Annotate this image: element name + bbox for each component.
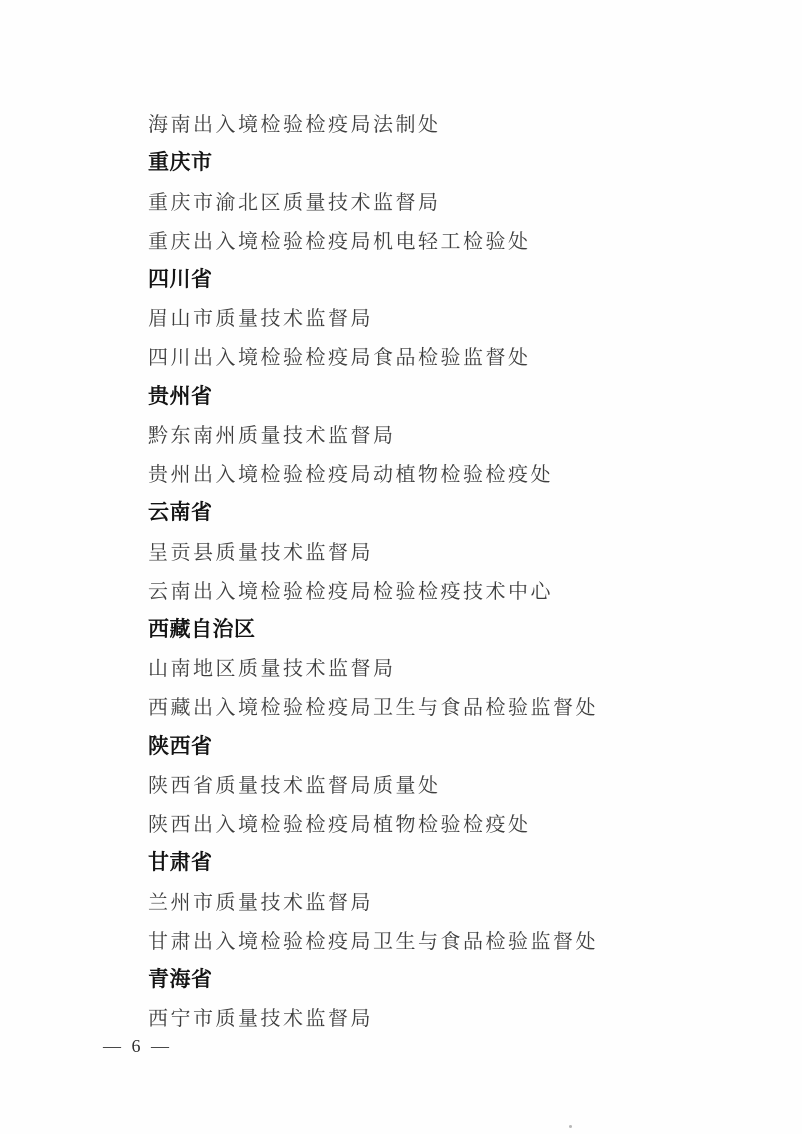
province-heading-guizhou: 贵州省 [148,384,213,408]
province-heading-chongqing: 重庆市 [148,151,213,175]
page-number: — 6 — [103,1036,172,1056]
org-item-gansu-ciq: 甘肃出入境检验检疫局卫生与食品检验监督处 [148,930,598,953]
org-item-lanzhou: 兰州市质量技术监督局 [148,891,373,914]
province-heading-qinghai: 青海省 [148,968,213,992]
province-heading-gansu: 甘肃省 [148,851,213,875]
org-item-shannan: 山南地区质量技术监督局 [148,658,396,681]
org-item-shaanxi-zhiliangchu: 陕西省质量技术监督局质量处 [148,775,441,798]
org-item-hainan-fazhichu: 海南出入境检验检疫局法制处 [148,113,441,136]
org-item-chongqing-yubei: 重庆市渝北区质量技术监督局 [148,191,441,214]
org-item-xining: 西宁市质量技术监督局 [148,1008,373,1031]
org-item-sichuan-ciq: 四川出入境检验检疫局食品检验监督处 [148,347,531,370]
org-item-xizang-ciq: 西藏出入境检验检疫局卫生与食品检验监督处 [148,697,598,720]
org-item-yunnan-ciq: 云南出入境检验检疫局检验检疫技术中心 [148,580,553,603]
province-heading-sichuan: 四川省 [148,268,213,291]
province-heading-xizang: 西藏自治区 [148,618,256,642]
org-item-chenggong: 呈贡县质量技术监督局 [148,541,373,564]
org-item-shaanxi-ciq: 陕西出入境检验检疫局植物检验检疫处 [148,813,531,836]
province-heading-yunnan: 云南省 [148,501,213,525]
province-heading-shaanxi: 陕西省 [148,734,213,758]
scan-speck-artifact [569,1125,572,1128]
org-item-qiandongnan: 黔东南州质量技术监督局 [148,425,396,448]
org-item-meishan: 眉山市质量技术监督局 [148,308,373,331]
org-item-chongqing-ciq: 重庆出入境检验检疫局机电轻工检验处 [148,230,531,253]
org-list [148,103,768,1036]
org-item-guizhou-ciq: 贵州出入境检验检疫局动植物检验检疫处 [148,463,553,486]
